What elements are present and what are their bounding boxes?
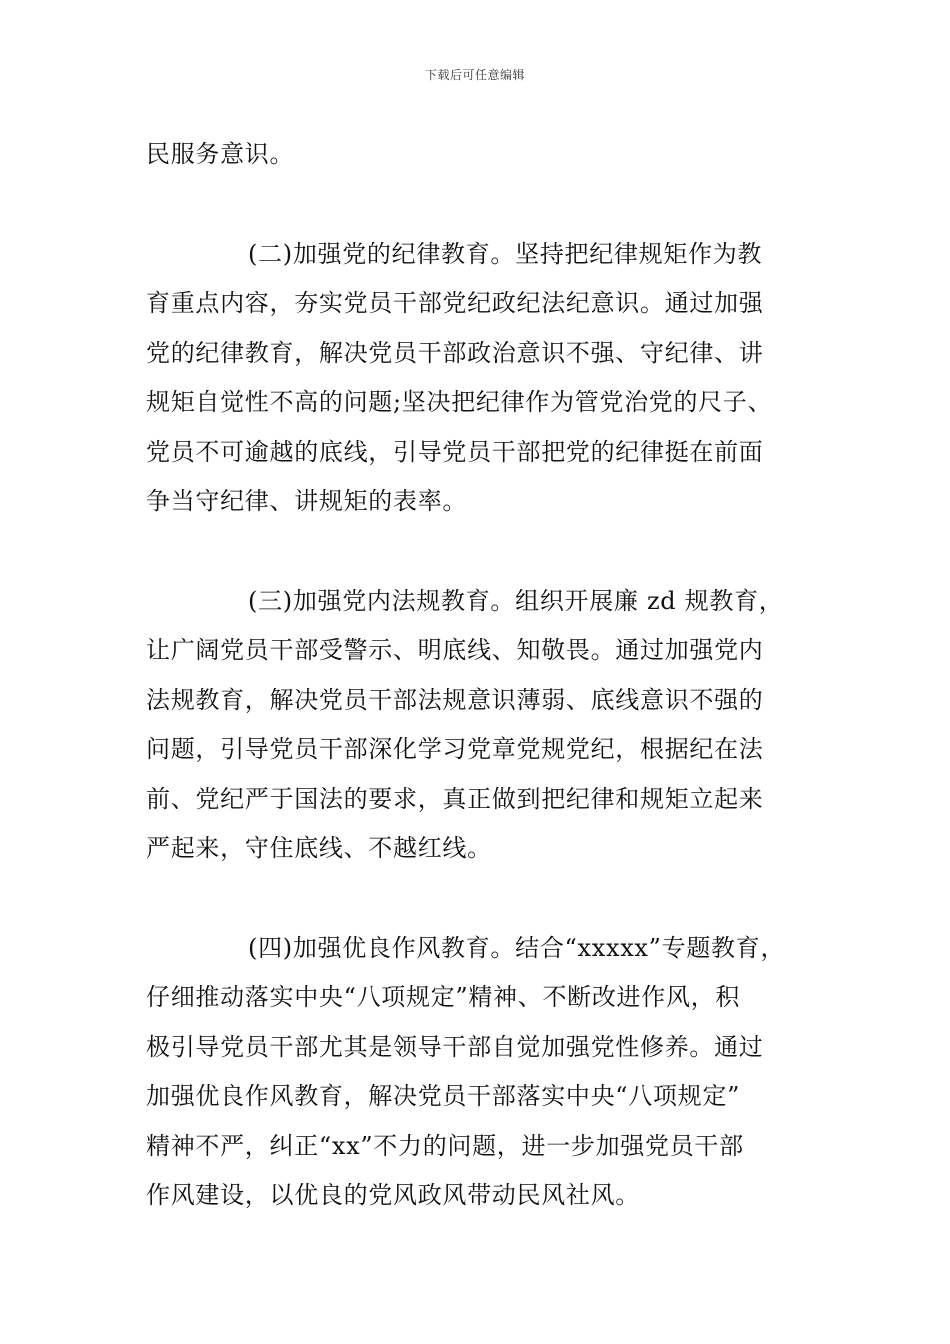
paragraph-3-line-5: 前、党纪严于国法的要求，真正做到把纪律和规矩立起来 <box>146 784 764 813</box>
paragraph-1-line-1: 民服务意识。 <box>146 140 295 168</box>
paragraph-2-line-1: (二)加强党的纪律教育。坚持把纪律规矩作为教 <box>248 239 763 268</box>
paragraph-3-line-4: 问题，引导党员干部深化学习党章党规党纪，根据纪在法 <box>146 735 764 763</box>
paragraph-2-line-4: 规矩自觉性不高的问题;坚决把纪律作为管党治党的尺子、 <box>146 388 773 416</box>
paragraph-2-line-6: 争当守纪律、讲规矩的表率。 <box>146 487 468 515</box>
paragraph-3-line-3: 法规教育，解决党员干部法规意识薄弱、底线意识不强的 <box>146 685 764 714</box>
paragraph-2-line-5: 党员不可逾越的底线，引导党员干部把党的纪律挺在前面 <box>146 437 764 466</box>
paragraph-2-line-3: 党的纪律教育，解决党员干部政治意识不强、守纪律、讲 <box>146 338 764 367</box>
paragraph-3-line-6: 严起来，守住底线、不越红线。 <box>146 834 492 862</box>
paragraph-4-line-3: 极引导党员干部尤其是领导干部自觉加强党性修养。通过 <box>146 1032 764 1061</box>
paragraph-4-line-5: 精神不严，纠正“xx”不力的问题，进一步加强党员干部 <box>146 1131 744 1160</box>
page-header: 下载后可任意编辑 <box>424 68 525 82</box>
paragraph-2-line-2: 育重点内容，夯实党员干部党纪政纪法纪意识。通过加强 <box>146 289 764 317</box>
paragraph-spacer <box>146 527 816 577</box>
document-body <box>146 130 816 1221</box>
paragraph-4-line-2: 仔细推动落实中央“八项规定”精神、不断改进作风，积 <box>146 983 741 1011</box>
paragraph-4-line-4: 加强优良作风教育，解决党员干部落实中央“八项规定” <box>146 1082 741 1110</box>
paragraph-3-line-1: (三)加强党内法规教育。组织开展廉 zd 规教育， <box>248 586 784 615</box>
paragraph-spacer <box>146 180 816 230</box>
paragraph-4-line-1: (四)加强优良作风教育。结合“xxxxx”专题教育， <box>248 933 786 962</box>
paragraph-3-line-2: 让广阔党员干部受警示、明底线、知敬畏。通过加强党内 <box>146 636 764 664</box>
paragraph-4-line-6: 作风建设，以优良的党风政风带动民风社风。 <box>146 1181 640 1209</box>
paragraph-spacer <box>146 874 816 924</box>
